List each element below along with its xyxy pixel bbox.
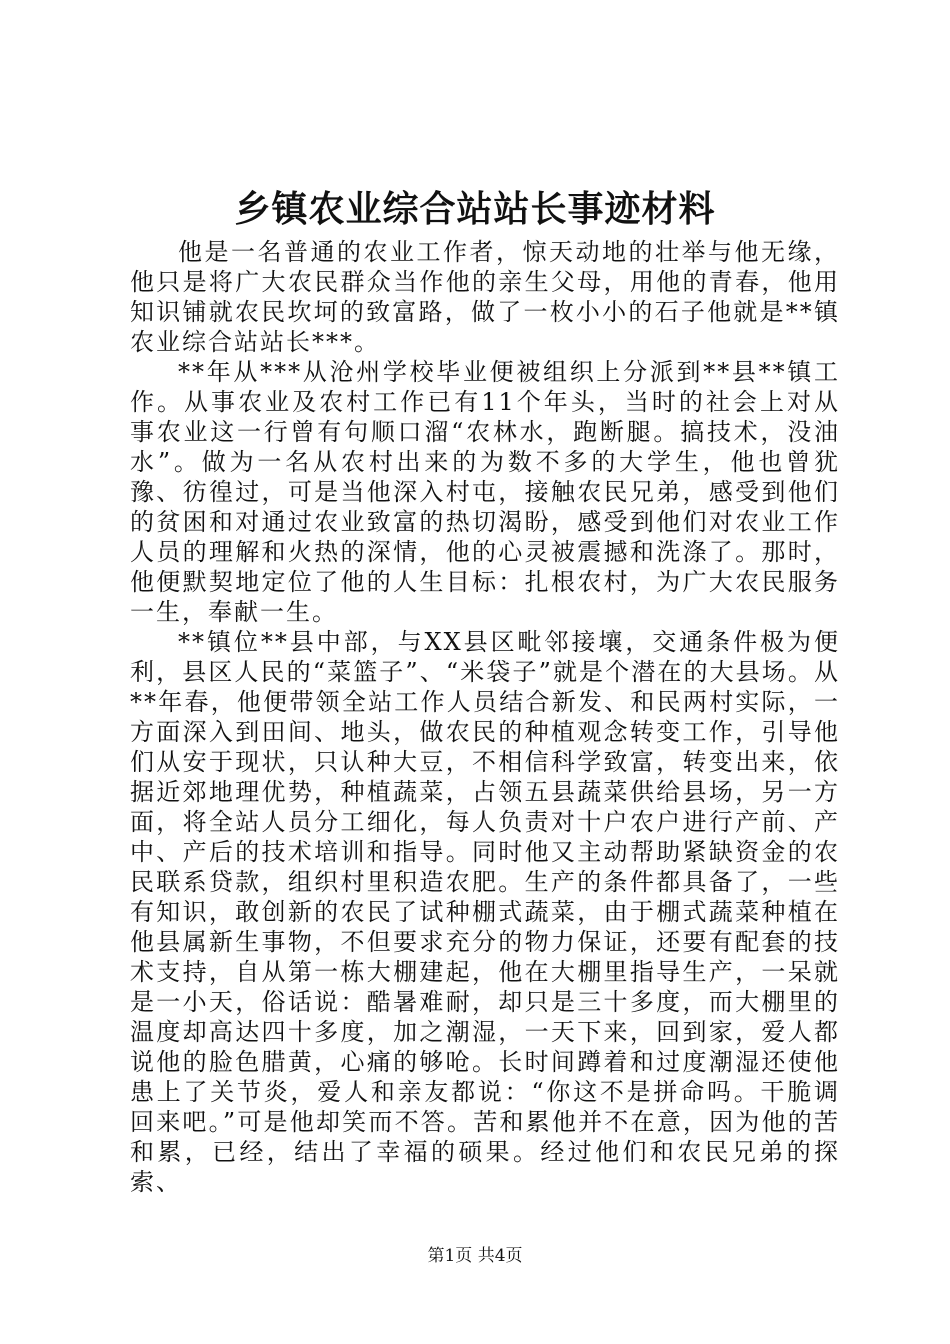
document-title: 乡镇农业综合站站长事迹材料 — [234, 188, 716, 230]
page-number-footer: 第1页 共4页 — [427, 1246, 523, 1266]
paragraph-3: **镇位**县中部，与XX县区毗邻接壤，交通条件极为便利，县区人民的“菜篮子”、“米袋子”就是个潜在的大县场。从**年春，他便带领全站工作人员结合新发、和民两村实际，一方面深入到田间、地头，做农民的种植观念转变工作，引导他们从安于现状，只认种大豆，不相信科学致富，转变出来，依据近郊地理优势，种植蔬菜，占领五县蔬菜供给县场，另一方面，将全站人员分工细化，每人负责对十户农户进行产前、产中、产后的技术培训和指导。同时他又主动帮助紧缺资金的农民联系贷款，组织村里积造农肥。生产的条件都具备了，一些有知识，敢创新的农民了试种棚式蔬菜，由于棚式蔬菜种植在他县属新生事物，不但要求充分的物力保证，还要有配套的技术支持，自从第一栋大棚建起，他在大棚里指导生产，一呆就是一小天，俗话说：酷暑难耐，却只是三十多度，而大棚里的温度却高达四十多度，加之潮湿，一天下来，回到家，爱人都说他的脸色腊黄，心痛的够呛。长时间蹲着和过度潮湿还使他患上了关节炎，爱人和亲友都说：“你这不是拼命吗。干脆调回来吧。”可是他却笑而不答。苦和累他并不在意，因为他的苦和累，已经，结出了幸福的硕果。经过他们和农民兄弟的探索、 — [130, 628, 840, 1196]
document-body — [130, 237, 840, 1197]
paragraph-2: **年从***从沧州学校毕业便被组织上分派到**县**镇工作。从事农业及农村工作已有11个年头，当时的社会上对从事农业这一行曾有句顺口溜“农林水，跑断腿。搞技术，没油水”。做为一名从农村出来的为数不多的大学生，他也曾犹豫、彷徨过，可是当他深入村屯，接触农民兄弟，感受到他们的贫困和对通过农业致富的热切渴盼，感受到他们对农业工作人员的理解和火热的深情，他的心灵被震撼和洗涤了。那时，他便默契地定位了他的人生目标：扎根农村，为广大农民服务一生，奉献一生。 — [130, 358, 840, 626]
paragraph-1: 他是一名普通的农业工作者，惊天动地的壮举与他无缘，他只是将广大农民群众当作他的亲生父母，用他的青春，他用知识铺就农民坎坷的致富路，做了一枚小小的石子他就是**镇农业综合站站长***。 — [130, 238, 840, 356]
